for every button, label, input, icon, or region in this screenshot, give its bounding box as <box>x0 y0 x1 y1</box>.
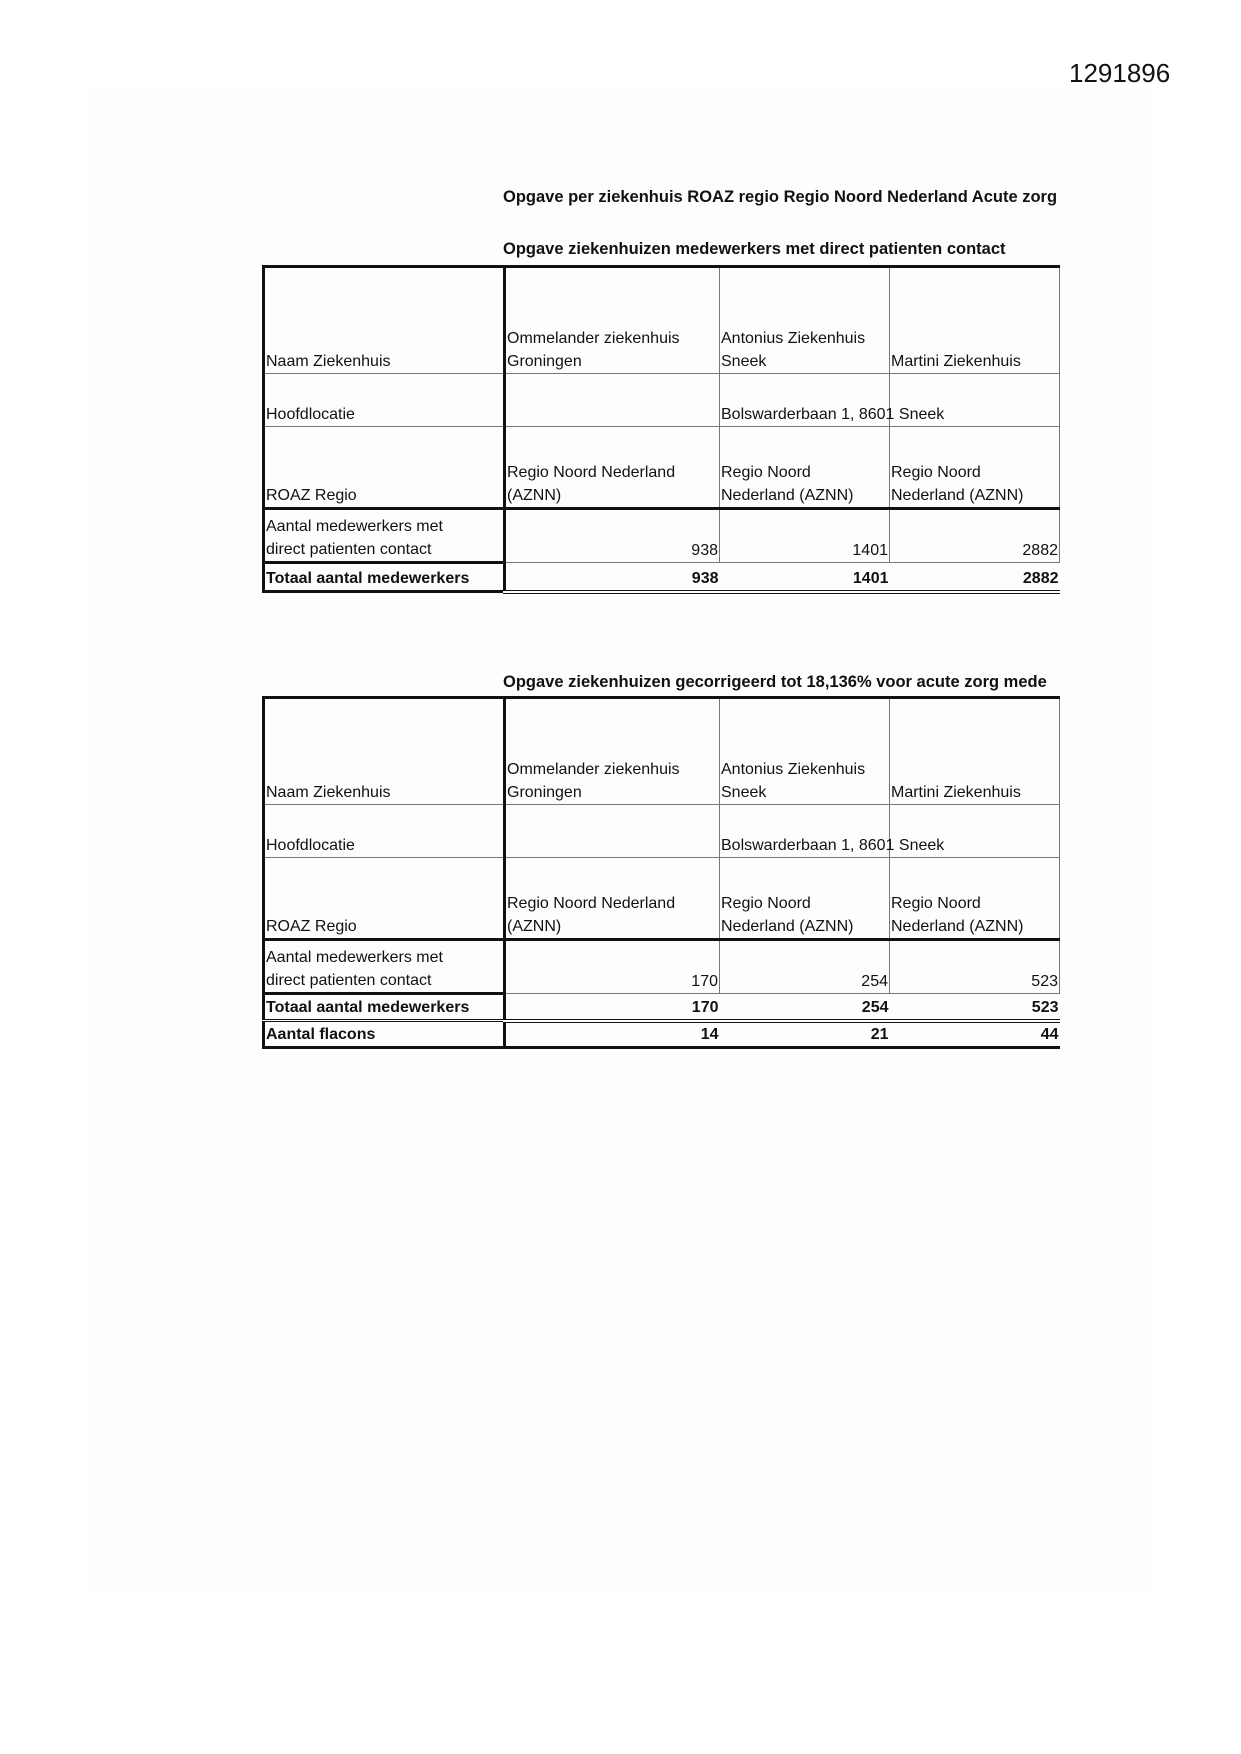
cell-line: Sneek <box>721 353 767 370</box>
row-label: Aantal flacons <box>264 1021 505 1048</box>
row-label: Totaal aantal medewerkers <box>264 994 505 1021</box>
row-label <box>264 509 505 563</box>
cell <box>505 427 720 509</box>
label-line: Aantal medewerkers met <box>266 949 443 966</box>
row-label: Totaal aantal medewerkers <box>264 563 505 592</box>
table-row-naam <box>264 267 1060 374</box>
cell <box>505 374 720 427</box>
row-label <box>264 940 505 994</box>
label-line: Aantal medewerkers met <box>266 518 443 535</box>
cell-line: Regio Noord <box>891 895 981 912</box>
cell-value: 523 <box>890 994 1060 1021</box>
cell-value: 21 <box>720 1021 890 1048</box>
cell-line: Regio Noord Nederland <box>507 464 676 481</box>
table-row-totaal <box>264 563 1060 592</box>
cell-line: Groningen <box>507 353 582 370</box>
cell-value: 14 <box>505 1021 720 1048</box>
table2-title: Opgave ziekenhuizen gecorrigeerd tot 18,136% voor acute zorg mede <box>503 673 1047 691</box>
cell-line: Nederland (AZNN) <box>721 487 854 504</box>
address-text: Bolswarderbaan 1, 8601 Sneek <box>721 406 945 423</box>
cell-value: 1401 <box>720 563 890 592</box>
table-row-hoofdlocatie <box>264 374 1060 427</box>
row-label: ROAZ Regio <box>264 858 505 940</box>
cell-value: 2882 <box>890 563 1060 592</box>
row-label: Hoofdlocatie <box>264 374 505 427</box>
label-line: direct patienten contact <box>266 541 432 558</box>
cell-value: 254 <box>720 994 890 1021</box>
cell-line: Nederland (AZNN) <box>891 487 1024 504</box>
document-heading: Opgave per ziekenhuis ROAZ regio Regio Noord Nederland Acute zorg <box>503 188 1058 206</box>
cell <box>890 267 1060 374</box>
table2 <box>262 696 1060 1049</box>
cell-line: Nederland (AZNN) <box>891 918 1024 935</box>
cell <box>890 858 1060 940</box>
document-id: 1291896 <box>1069 58 1171 88</box>
cell-line: Ommelander ziekenhuis <box>507 330 680 347</box>
cell-line: Regio Noord <box>891 464 981 481</box>
table-row-roaz <box>264 427 1060 509</box>
cell <box>720 374 945 427</box>
cell <box>505 267 720 374</box>
cell-line: Sneek <box>721 784 767 801</box>
cell-value: 938 <box>505 509 720 563</box>
cell <box>505 858 720 940</box>
cell-line: Nederland (AZNN) <box>721 918 854 935</box>
cell <box>505 698 720 805</box>
cell-value: 1401 <box>720 509 890 563</box>
cell-value: 523 <box>890 940 1060 994</box>
row-label: ROAZ Regio <box>264 427 505 509</box>
cell-line: Regio Noord <box>721 895 811 912</box>
row-label: Naam Ziekenhuis <box>264 267 505 374</box>
cell-line: Regio Noord <box>721 464 811 481</box>
address-text: Bolswarderbaan 1, 8601 Sneek <box>721 837 945 854</box>
table1 <box>262 265 1060 594</box>
table1-title: Opgave ziekenhuizen medewerkers met direct patienten contact <box>503 240 1006 258</box>
table-row-roaz <box>264 858 1060 940</box>
table-row-aantal <box>264 509 1060 563</box>
table-row-hoofdlocatie <box>264 805 1060 858</box>
cell-line: (AZNN) <box>507 487 562 504</box>
cell-line: Ommelander ziekenhuis <box>507 761 680 778</box>
cell-line: Antonius Ziekenhuis <box>721 761 866 778</box>
table-row-naam <box>264 698 1060 805</box>
table-row-aantal <box>264 940 1060 994</box>
cell <box>890 427 1060 509</box>
cell-line: Martini Ziekenhuis <box>891 353 1021 370</box>
cell-value: 254 <box>720 940 890 994</box>
label-line: direct patienten contact <box>266 972 432 989</box>
cell-value: 170 <box>505 994 720 1021</box>
cell-line: Regio Noord Nederland <box>507 895 676 912</box>
cell-line: Martini Ziekenhuis <box>891 784 1021 801</box>
cell-line: Groningen <box>507 784 582 801</box>
row-label: Hoofdlocatie <box>264 805 505 858</box>
row-label: Naam Ziekenhuis <box>264 698 505 805</box>
table-row-flacons <box>264 1021 1060 1048</box>
cell <box>505 805 720 858</box>
cell <box>720 267 890 374</box>
cell-value: 2882 <box>890 509 1060 563</box>
cell-value: 170 <box>505 940 720 994</box>
cell-line: Antonius Ziekenhuis <box>721 330 866 347</box>
cell-line: (AZNN) <box>507 918 562 935</box>
cell-value: 938 <box>505 563 720 592</box>
cell-value: 44 <box>890 1021 1060 1048</box>
cell <box>720 698 890 805</box>
table-row-totaal <box>264 994 1060 1021</box>
cell <box>720 427 890 509</box>
cell <box>890 698 1060 805</box>
cell <box>720 805 945 858</box>
cell <box>720 858 890 940</box>
